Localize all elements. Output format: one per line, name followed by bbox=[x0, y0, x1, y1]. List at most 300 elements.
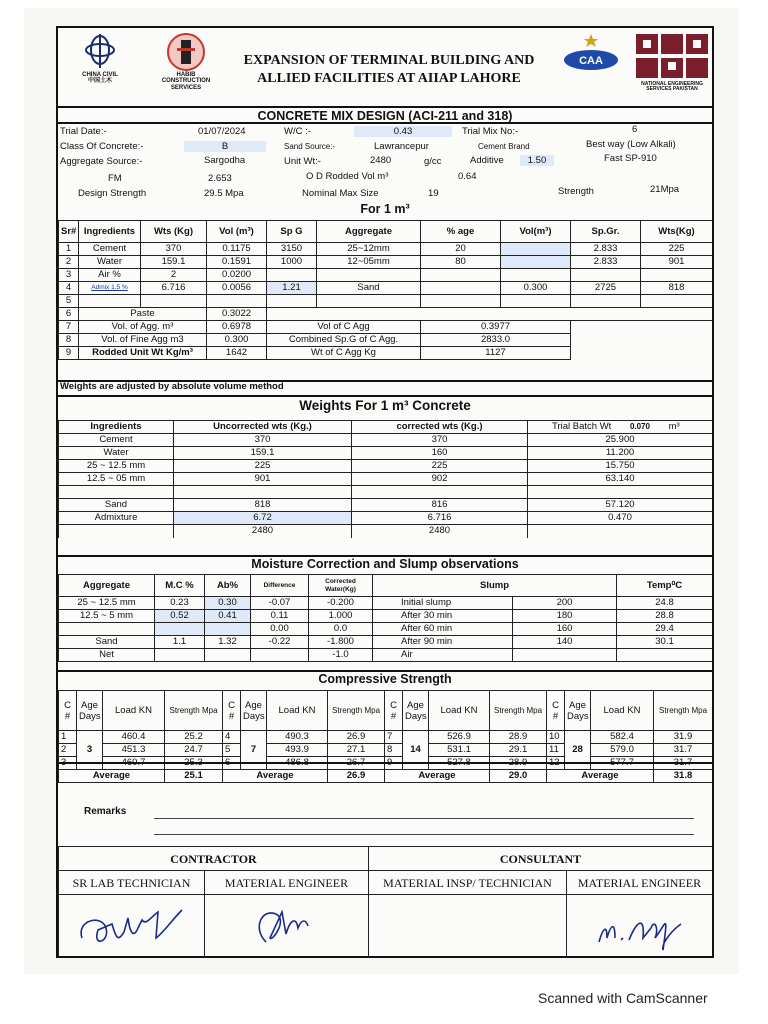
od-value: 0.64 bbox=[458, 171, 477, 182]
table-cell bbox=[317, 269, 421, 282]
table-cell bbox=[421, 282, 501, 295]
strength-mpa: 28.9 bbox=[490, 757, 547, 770]
load-kn: 527.8 bbox=[429, 757, 490, 770]
table-cell bbox=[141, 295, 207, 308]
table-cell: 0.0200 bbox=[207, 269, 267, 282]
cement-brand-label: Cement Brand bbox=[478, 142, 530, 151]
load-kn: 531.1 bbox=[429, 744, 490, 757]
table-row bbox=[59, 636, 713, 649]
strength-mpa: 25.2 bbox=[165, 731, 223, 744]
signature-material-inspector bbox=[369, 895, 567, 959]
compressive-header-cell: C # bbox=[385, 691, 403, 731]
table-cell: 902 bbox=[352, 473, 528, 486]
col-mc: M.C % bbox=[155, 575, 205, 597]
table-cell: 2725 bbox=[571, 282, 641, 295]
unit-wt-value: 2480 bbox=[370, 155, 392, 166]
load-kn: 451.3 bbox=[103, 744, 165, 757]
table-cell bbox=[155, 649, 205, 662]
compressive-header-cell: C # bbox=[59, 691, 77, 731]
load-kn: 579.0 bbox=[591, 744, 654, 757]
load-kn: 577.7 bbox=[591, 757, 654, 770]
load-kn: 526.9 bbox=[429, 731, 490, 744]
strength-mpa: 24.7 bbox=[165, 744, 223, 757]
habib-caption: HABIB CONSTRUCTION SERVICES bbox=[161, 72, 211, 91]
weights-table bbox=[58, 420, 713, 538]
trial-batch-unit: m³ bbox=[668, 421, 680, 432]
table-cell: -0.22 bbox=[251, 636, 309, 649]
table-cell: 0.23 bbox=[155, 597, 205, 610]
compressive-header-cell: C # bbox=[223, 691, 241, 731]
table-cell: Sand bbox=[59, 499, 174, 512]
table-cell: 15.750 bbox=[528, 460, 713, 473]
compressive-header-cell: Load KN bbox=[103, 691, 165, 731]
table-cell: 6.716 bbox=[352, 512, 528, 525]
vol-c-agg-label: Vol of C Agg bbox=[267, 321, 421, 334]
table-cell: 1 bbox=[59, 243, 79, 256]
table-cell bbox=[501, 243, 571, 256]
table-cell bbox=[501, 269, 571, 282]
table-cell bbox=[205, 649, 251, 662]
vol-c-agg-value: 0.3977 bbox=[421, 321, 571, 334]
load-kn: 460.7 bbox=[103, 757, 165, 770]
additive-value: 1.50 bbox=[520, 155, 554, 166]
average-value: 31.8 bbox=[654, 770, 713, 783]
nespak-icon bbox=[634, 32, 710, 82]
table-cell: 0.470 bbox=[528, 512, 713, 525]
signature-icon bbox=[72, 898, 192, 954]
compressive-header-cell: Load KN bbox=[429, 691, 490, 731]
cylinder-number: 1 bbox=[59, 731, 77, 744]
design-strength-value: 29.5 Mpa bbox=[204, 188, 244, 199]
table-cell: 0.0 bbox=[309, 623, 373, 636]
table-cell: -0.200 bbox=[309, 597, 373, 610]
table-cell: 25~12mm bbox=[317, 243, 421, 256]
strength-mpa: 26.9 bbox=[328, 731, 385, 744]
compressive-header-cell: Strength Mpa bbox=[328, 691, 385, 731]
scanner-watermark: Scanned with CamScanner bbox=[538, 990, 708, 1006]
table-row bbox=[59, 256, 713, 269]
col-wts: Wts (Kg) bbox=[141, 221, 207, 243]
signature-material-engineer-consultant bbox=[567, 895, 713, 959]
additive-label: Additive bbox=[470, 155, 504, 166]
average-label: Average bbox=[59, 770, 165, 783]
strength-mpa: 26.7 bbox=[328, 757, 385, 770]
vol-agg-value: 0.6978 bbox=[207, 321, 267, 334]
vol-fine-agg-label: Vol. of Fine Agg m3 bbox=[79, 334, 207, 347]
moisture-table bbox=[58, 574, 713, 662]
table-cell: 160 bbox=[513, 623, 617, 636]
china-civil-caption-cn: 中国土木 bbox=[87, 78, 112, 85]
table-cell: 3150 bbox=[267, 243, 317, 256]
table-row bbox=[59, 525, 713, 538]
svg-text:CAA: CAA bbox=[579, 55, 603, 67]
table-cell: Air % bbox=[79, 269, 141, 282]
table-cell bbox=[528, 525, 713, 538]
table-row bbox=[59, 512, 713, 525]
table-row bbox=[59, 649, 713, 662]
table-cell: Admix 1.5 % bbox=[79, 282, 141, 295]
combined-spg-value: 2833.0 bbox=[421, 334, 571, 347]
signoff-header bbox=[59, 847, 713, 871]
rodded-unit-wt-label: Rodded Unit Wt Kg/m³ bbox=[79, 347, 207, 360]
col-difference: Difference bbox=[251, 575, 309, 597]
table-cell: 57.120 bbox=[528, 499, 713, 512]
role-material-inspector: MATERIAL INSP/ TECHNICIAN bbox=[369, 871, 567, 895]
role-material-engineer-consultant: MATERIAL ENGINEER bbox=[567, 871, 713, 895]
signature-icon bbox=[585, 898, 695, 954]
compressive-header-cell: C # bbox=[547, 691, 565, 731]
table-cell: 30.1 bbox=[617, 636, 713, 649]
table-cell bbox=[205, 623, 251, 636]
doc-title: CONCRETE MIX DESIGN (ACI-211 and 318) bbox=[58, 108, 712, 124]
table-row bbox=[59, 499, 713, 512]
table-cell bbox=[571, 295, 641, 308]
col-slump: Slump bbox=[373, 575, 617, 597]
table-row bbox=[59, 447, 713, 460]
table-cell bbox=[513, 649, 617, 662]
cylinder-number: 8 bbox=[385, 744, 403, 757]
col-wts2: Wts(Kg) bbox=[641, 221, 713, 243]
table-cell bbox=[267, 269, 317, 282]
trial-mix-value: 6 bbox=[632, 124, 638, 135]
table-cell: After 30 min bbox=[373, 610, 513, 623]
cylinder-number: 6 bbox=[223, 757, 241, 770]
cylinder-number: 10 bbox=[547, 731, 565, 744]
col-spgr: Sp.Gr. bbox=[571, 221, 641, 243]
fm-label: FM bbox=[108, 173, 122, 184]
sr-cell: 9 bbox=[59, 347, 79, 360]
vol-agg-label: Vol. of Agg. m³ bbox=[79, 321, 207, 334]
strength-mpa: 31.7 bbox=[654, 744, 713, 757]
wc-value: 0.43 bbox=[354, 126, 452, 137]
table-cell: 1000 bbox=[267, 256, 317, 269]
load-kn: 486.8 bbox=[267, 757, 328, 770]
trial-batch-label: Trial Batch Wt bbox=[552, 421, 612, 432]
cement-brand-value: Best way (Low Alkali) bbox=[586, 139, 676, 150]
age-days: 28 bbox=[565, 731, 591, 770]
wt-c-agg-label: Wt of C Agg Kg bbox=[267, 347, 421, 360]
cylinder-number: 3 bbox=[59, 757, 77, 770]
col-ab: Ab% bbox=[205, 575, 251, 597]
strength-mpa: 28.9 bbox=[490, 731, 547, 744]
table-row bbox=[59, 295, 713, 308]
table-cell: 63.140 bbox=[528, 473, 713, 486]
table-cell: 2 bbox=[59, 256, 79, 269]
signature-material-engineer-contractor bbox=[205, 895, 369, 959]
table-row bbox=[59, 610, 713, 623]
table-cell: 25 ~ 12.5 mm bbox=[59, 597, 155, 610]
china-civil-icon bbox=[80, 32, 120, 72]
table-cell: -1.0 bbox=[309, 649, 373, 662]
table-row bbox=[59, 434, 713, 447]
table-cell: 12~05mm bbox=[317, 256, 421, 269]
table-cell: 1.21 bbox=[267, 282, 317, 295]
table-row bbox=[59, 282, 713, 295]
table-cell: 12.5 ~ 05 mm bbox=[59, 473, 174, 486]
strength-label: Strength bbox=[558, 186, 594, 197]
document-header bbox=[58, 28, 712, 108]
compressive-header-cell: Load KN bbox=[591, 691, 654, 731]
table-cell: 4 bbox=[59, 282, 79, 295]
table-cell bbox=[79, 295, 141, 308]
table-cell: 28.8 bbox=[617, 610, 713, 623]
col-age: % age bbox=[421, 221, 501, 243]
table-cell: Net bbox=[59, 649, 155, 662]
role-sr-lab-technician: SR LAB TECHNICIAN bbox=[59, 871, 205, 895]
table-cell: Water bbox=[79, 256, 141, 269]
table-cell: 140 bbox=[513, 636, 617, 649]
divider bbox=[58, 395, 712, 397]
table-cell bbox=[174, 486, 352, 499]
od-label: O D Rodded Vol m³ bbox=[306, 171, 389, 182]
average-value: 29.0 bbox=[490, 770, 547, 783]
table-cell: After 60 min bbox=[373, 623, 513, 636]
table-cell: 0.1591 bbox=[207, 256, 267, 269]
table-cell: 20 bbox=[421, 243, 501, 256]
table-cell: 818 bbox=[174, 499, 352, 512]
trial-batch-volume: 0.070 bbox=[629, 422, 650, 431]
table-cell: 3 bbox=[59, 269, 79, 282]
table-cell: 25.900 bbox=[528, 434, 713, 447]
table-row bbox=[59, 623, 713, 636]
paste-value: 0.3022 bbox=[207, 308, 267, 321]
table-cell: 29.4 bbox=[617, 623, 713, 636]
sr-cell: 8 bbox=[59, 334, 79, 347]
table-row bbox=[59, 321, 713, 334]
load-kn: 493.9 bbox=[267, 744, 328, 757]
compressive-header bbox=[59, 691, 713, 731]
compressive-table bbox=[58, 690, 713, 783]
table-cell: 370 bbox=[174, 434, 352, 447]
table-row bbox=[59, 308, 713, 321]
col-trial-batch bbox=[528, 421, 713, 434]
nespak-caption: NATIONAL ENGINEERING SERVICES PAKISTAN bbox=[641, 81, 703, 93]
table-row bbox=[59, 486, 713, 499]
cylinder-number: 12 bbox=[547, 757, 565, 770]
table-row bbox=[59, 269, 713, 282]
table-cell: 818 bbox=[641, 282, 713, 295]
table-cell bbox=[317, 295, 421, 308]
col-ingredients: Ingredients bbox=[79, 221, 141, 243]
sand-source-value: Lawrancepur bbox=[374, 141, 429, 152]
table-cell bbox=[501, 256, 571, 269]
table-cell: 25 ~ 12.5 mm bbox=[59, 460, 174, 473]
caa-logo bbox=[556, 32, 626, 102]
mix-table-header bbox=[59, 221, 713, 243]
col-vol: Vol (m³) bbox=[207, 221, 267, 243]
nominal-max-size-value: 19 bbox=[428, 188, 439, 199]
col-corrected: corrected wts (Kg.) bbox=[352, 421, 528, 434]
moisture-header bbox=[59, 575, 713, 597]
remarks-line bbox=[154, 818, 694, 819]
table-cell: 0.1175 bbox=[207, 243, 267, 256]
additive-name: Fast SP-910 bbox=[604, 153, 657, 164]
mix-design-sheet bbox=[56, 26, 714, 958]
table-cell: 159.1 bbox=[141, 256, 207, 269]
unit-wt-unit: g/cc bbox=[424, 156, 442, 167]
table-cell: 0.300 bbox=[501, 282, 571, 295]
compressive-header-cell: Strength Mpa bbox=[165, 691, 223, 731]
cylinder-number: 9 bbox=[385, 757, 403, 770]
strength-value: 21Mpa bbox=[650, 184, 680, 195]
empty-cell bbox=[267, 308, 713, 321]
table-cell bbox=[617, 649, 713, 662]
project-title bbox=[230, 52, 548, 88]
average-value: 25.1 bbox=[165, 770, 223, 783]
sand-source-label: Sand Source:- bbox=[284, 142, 336, 151]
table-cell: 1.1 bbox=[155, 636, 205, 649]
table-cell: 370 bbox=[352, 434, 528, 447]
table-cell bbox=[571, 269, 641, 282]
table-row bbox=[59, 473, 713, 486]
unit-wt-label: Unit Wt:- bbox=[284, 156, 321, 167]
table-cell: 2.833 bbox=[571, 243, 641, 256]
agg-source-label: Aggregate Source:- bbox=[60, 156, 143, 167]
cylinder-number: 4 bbox=[223, 731, 241, 744]
table-cell: 5 bbox=[59, 295, 79, 308]
china-civil-logo bbox=[64, 32, 136, 102]
agg-source-value: Sargodha bbox=[204, 155, 246, 166]
average-row bbox=[59, 770, 713, 783]
compressive-header-cell: Age Days bbox=[565, 691, 591, 731]
vol-fine-agg-value: 0.300 bbox=[207, 334, 267, 347]
table-cell: 180 bbox=[513, 610, 617, 623]
cylinder-number: 5 bbox=[223, 744, 241, 757]
strength-mpa: 25.3 bbox=[165, 757, 223, 770]
class-label: Class Of Concrete:- bbox=[60, 141, 144, 152]
compressive-header-cell: Age Days bbox=[403, 691, 429, 731]
col-vol2: Vol(m³) bbox=[501, 221, 571, 243]
table-cell: 160 bbox=[352, 447, 528, 460]
trial-date-value: 01/07/2024 bbox=[198, 126, 246, 137]
table-cell: Air bbox=[373, 649, 513, 662]
col-aggregate: Aggregate bbox=[59, 575, 155, 597]
cylinder-number: 2 bbox=[59, 744, 77, 757]
table-cell: 0.00 bbox=[251, 623, 309, 636]
average-label: Average bbox=[547, 770, 654, 783]
col-spg: Sp G bbox=[267, 221, 317, 243]
table-cell: 2 bbox=[141, 269, 207, 282]
load-kn: 460.4 bbox=[103, 731, 165, 744]
china-civil-caption: CHINA CIVIL bbox=[82, 72, 118, 78]
table-cell: 6.716 bbox=[141, 282, 207, 295]
table-cell bbox=[352, 486, 528, 499]
table-row bbox=[59, 744, 713, 757]
table-cell bbox=[421, 295, 501, 308]
table-cell: -0.07 bbox=[251, 597, 309, 610]
load-kn: 490.3 bbox=[267, 731, 328, 744]
age-days: 3 bbox=[77, 731, 103, 770]
weights-header bbox=[59, 421, 713, 434]
table-cell: 2.833 bbox=[571, 256, 641, 269]
table-cell: 11.200 bbox=[528, 447, 713, 460]
table-cell: 370 bbox=[141, 243, 207, 256]
wt-c-agg-value: 1127 bbox=[421, 347, 571, 360]
remarks-line bbox=[154, 834, 694, 835]
empty-cell bbox=[571, 321, 713, 360]
sr-cell: 7 bbox=[59, 321, 79, 334]
table-cell: 225 bbox=[641, 243, 713, 256]
adjustment-note: Weights are adjusted by absolute volume method bbox=[60, 381, 284, 392]
compressive-header-cell: Strength Mpa bbox=[654, 691, 713, 731]
fm-value: 2.653 bbox=[208, 173, 232, 184]
role-material-engineer-contractor: MATERIAL ENGINEER bbox=[205, 871, 369, 895]
design-strength-label: Design Strength bbox=[78, 188, 147, 199]
table-cell: 80 bbox=[421, 256, 501, 269]
table-cell: 200 bbox=[513, 597, 617, 610]
signoff-signatures bbox=[59, 895, 713, 959]
col-ingredients: Ingredients bbox=[59, 421, 174, 434]
project-title-line1: EXPANSION OF TERMINAL BUILDING AND bbox=[243, 53, 535, 68]
strength-mpa: 31.7 bbox=[654, 757, 713, 770]
table-cell: 12.5 ~ 5 mm bbox=[59, 610, 155, 623]
table-cell: Initial slump bbox=[373, 597, 513, 610]
table-row bbox=[59, 460, 713, 473]
nespak-logo bbox=[632, 32, 712, 102]
age-days: 7 bbox=[241, 731, 267, 770]
strength-mpa: 27.1 bbox=[328, 744, 385, 757]
table-cell bbox=[641, 269, 713, 282]
habib-construction-logo bbox=[148, 32, 224, 102]
trial-mix-label: Trial Mix No:- bbox=[462, 126, 519, 137]
table-cell bbox=[528, 486, 713, 499]
table-cell: Water bbox=[59, 447, 174, 460]
moisture-title: Moisture Correction and Slump observations bbox=[251, 557, 519, 571]
cylinder-number: 11 bbox=[547, 744, 565, 757]
table-cell: 1.000 bbox=[309, 610, 373, 623]
cylinder-number: 7 bbox=[385, 731, 403, 744]
table-cell: 225 bbox=[352, 460, 528, 473]
table-cell: 1.32 bbox=[205, 636, 251, 649]
project-title-line2: ALLIED FACILITIES AT AIIAP LAHORE bbox=[257, 71, 521, 87]
divider bbox=[58, 762, 712, 764]
table-cell bbox=[267, 295, 317, 308]
age-days: 14 bbox=[403, 731, 429, 770]
average-label: Average bbox=[223, 770, 328, 783]
paste-label: Paste bbox=[79, 308, 207, 321]
table-cell bbox=[421, 269, 501, 282]
compressive-header-cell: Age Days bbox=[241, 691, 267, 731]
col-temp: Temp⁰C bbox=[617, 575, 713, 597]
table-cell: 816 bbox=[352, 499, 528, 512]
table-cell: 0.11 bbox=[251, 610, 309, 623]
compressive-title: Compressive Strength bbox=[318, 672, 452, 686]
strength-mpa: 31.9 bbox=[654, 731, 713, 744]
table-row bbox=[59, 597, 713, 610]
weights-title: Weights For 1 m³ Concrete bbox=[299, 398, 471, 413]
wc-label: W/C :- bbox=[284, 126, 311, 137]
table-cell: After 90 min bbox=[373, 636, 513, 649]
load-kn: 582.4 bbox=[591, 731, 654, 744]
table-cell: 901 bbox=[174, 473, 352, 486]
table-cell: Sand bbox=[59, 636, 155, 649]
average-label: Average bbox=[385, 770, 490, 783]
table-cell: 901 bbox=[641, 256, 713, 269]
strength-mpa: 29.1 bbox=[490, 744, 547, 757]
remarks-label: Remarks bbox=[84, 806, 127, 817]
table-cell: Admixture bbox=[59, 512, 174, 525]
signoff-roles bbox=[59, 871, 713, 895]
table-cell: Cement bbox=[79, 243, 141, 256]
table-cell: 0.52 bbox=[155, 610, 205, 623]
signoff-table bbox=[58, 846, 713, 958]
table-cell: Sand bbox=[317, 282, 421, 295]
caa-icon bbox=[561, 32, 621, 76]
habib-construction-icon bbox=[166, 32, 206, 72]
combined-spg-label: Combined Sp.G of C Agg. bbox=[267, 334, 421, 347]
col-corrected-water: Corrected Water(Kg) bbox=[309, 575, 373, 597]
consultant-label: CONSULTANT bbox=[369, 847, 713, 871]
